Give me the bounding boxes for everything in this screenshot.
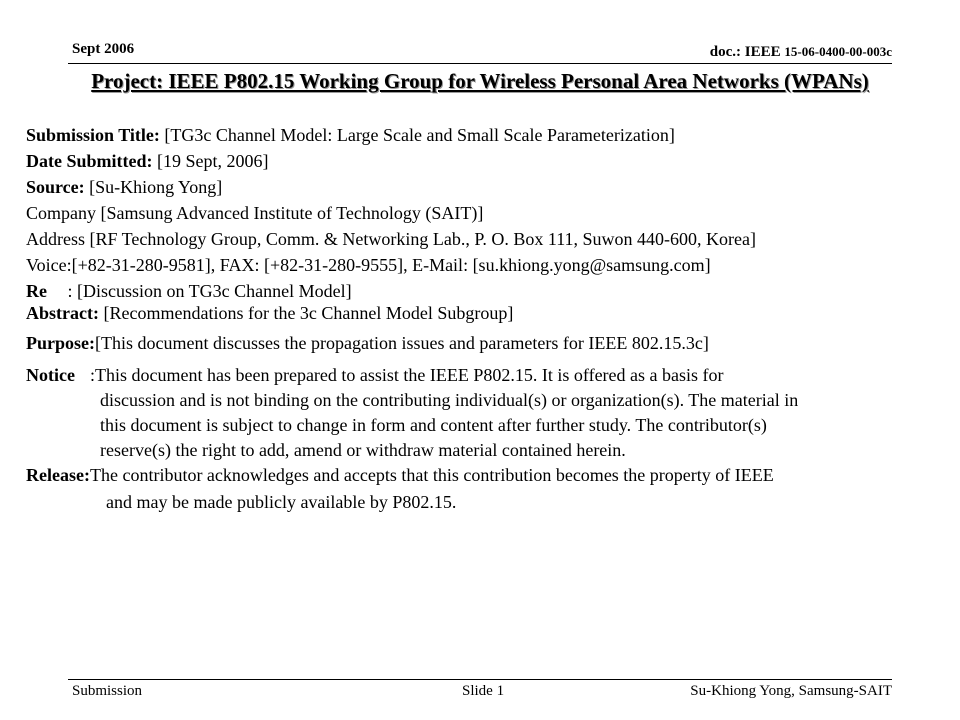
purpose-value: [This document discusses the propagation issues and parameters for IEEE 802.15.3c] xyxy=(95,333,709,353)
release-label: Release: xyxy=(26,465,90,485)
release-row xyxy=(26,465,774,486)
re-value: : [Discussion on TG3c Channel Model] xyxy=(63,281,352,301)
notice-label: Notice xyxy=(26,365,75,385)
release-line-1: The contributor acknowledges and accepts that this contribution becomes the property of IEEE xyxy=(89,465,774,485)
footer-submission: Submission xyxy=(72,683,143,699)
footer-author: Su-Khiong Yong, Samsung-SAIT xyxy=(690,683,892,699)
company-line: Company [Samsung Advanced Institute of Technology (SAIT)] xyxy=(26,203,484,223)
project-title: Project: IEEE P802.15 Working Group for Wireless Personal Area Networks (WPANs) xyxy=(91,69,869,93)
date-submitted-row xyxy=(26,151,269,172)
submission-title-value: [TG3c Channel Model: Large Scale and Small Scale Parameterization] xyxy=(159,125,675,145)
source-row xyxy=(26,177,222,198)
header-doc-id xyxy=(710,44,892,61)
submission-title-label: Submission Title: xyxy=(26,125,160,145)
notice-line-3: this document is subject to change in form and content after further study. The contributor(s) xyxy=(100,415,767,435)
re-label: Re xyxy=(26,281,47,301)
release-line-2: and may be made publicly available by P802.15. xyxy=(106,492,457,512)
footer-slide-number: Slide 1 xyxy=(462,683,505,699)
source-value: [Su-Khiong Yong] xyxy=(84,177,223,197)
re-row xyxy=(26,281,352,302)
notice-line-1: :This document has been prepared to assist the IEEE P802.15. It is offered as a basis for xyxy=(90,365,724,385)
purpose-label: Purpose: xyxy=(26,333,95,353)
footer-divider xyxy=(68,679,892,680)
abstract-value: [Recommendations for the 3c Channel Model Subgroup] xyxy=(98,303,514,323)
date-submitted-value: [19 Sept, 2006] xyxy=(152,151,269,171)
header-date: Sept 2006 xyxy=(72,41,135,57)
abstract-row xyxy=(26,303,513,324)
address-line: Address [RF Technology Group, Comm. & Networking Lab., P. O. Box 111, Suwon 440-600, Korea] xyxy=(26,229,757,249)
voice-fax-email-line: Voice:[+82-31-280-9581], FAX: [+82-31-280-9555], E-Mail: [su.khiong.yong@samsung.com] xyxy=(26,255,711,275)
source-label: Source: xyxy=(26,177,85,197)
notice-line-2: discussion and is not binding on the contributing individual(s) or organization(s). The material in xyxy=(100,390,799,410)
submission-title-row xyxy=(26,125,675,146)
notice-line-4: reserve(s) the right to add, amend or withdraw material contained herein. xyxy=(100,440,626,460)
doc-prefix: doc.: IEEE xyxy=(709,44,785,60)
abstract-label: Abstract: xyxy=(26,303,99,323)
date-submitted-label: Date Submitted: xyxy=(26,151,153,171)
purpose-row xyxy=(26,333,709,354)
header-divider xyxy=(68,63,892,64)
doc-number: 15-06-0400-00-003c xyxy=(784,44,892,59)
